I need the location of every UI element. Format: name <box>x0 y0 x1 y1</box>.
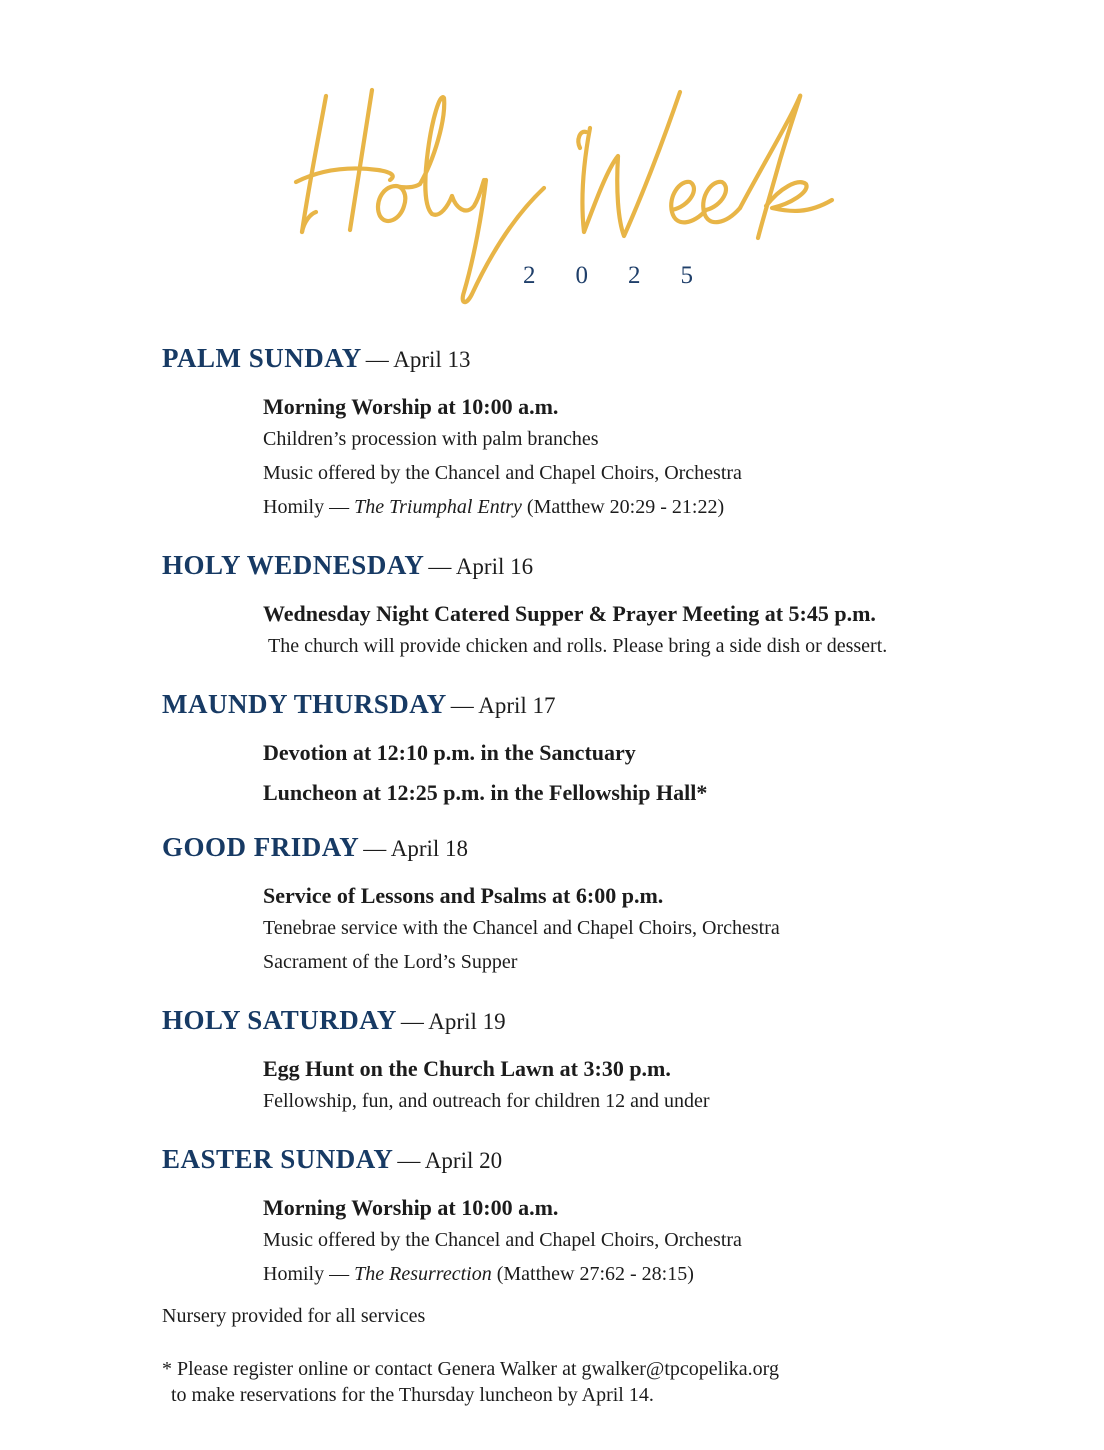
day-name: HOLY SATURDAY <box>162 1005 397 1035</box>
event-list <box>263 1195 1042 1291</box>
registration-line: to make reservations for the Thursday luncheon by April 14. <box>171 1384 654 1406</box>
homily-prefix: Homily — <box>263 1263 355 1285</box>
day-date: — April 20 <box>397 1148 503 1173</box>
event-list <box>263 883 1042 979</box>
nursery-note: Nursery provided for all services <box>162 1305 426 1327</box>
homily-line <box>263 1257 1042 1291</box>
day-heading <box>162 832 1042 867</box>
event-list <box>263 394 1042 524</box>
event-list <box>263 740 1042 806</box>
event-description: Music offered by the Chancel and Chapel Choirs, Orchestra <box>263 462 742 484</box>
event-description: Children’s procession with palm branches <box>263 428 599 450</box>
day-name: MAUNDY THURSDAY <box>162 689 447 719</box>
event-description: Tenebrae service with the Chancel and Chapel Choirs, Orchestra <box>263 917 780 939</box>
day-section-palm-sunday <box>162 343 1042 524</box>
day-name: HOLY WEDNESDAY <box>162 550 425 580</box>
header <box>0 0 1104 330</box>
event-list <box>263 601 1042 663</box>
homily-title: The Resurrection <box>354 1263 492 1285</box>
homily-prefix: Homily — <box>263 496 355 518</box>
day-date: — April 18 <box>363 836 469 861</box>
registration-line: * Please register online or contact Genera Walker at gwalker@tpcopelika.org <box>162 1358 779 1380</box>
event-description: Fellowship, fun, and outreach for children 12 and under <box>263 1090 710 1112</box>
day-name: PALM SUNDAY <box>162 343 362 373</box>
day-date: — April 13 <box>365 347 471 372</box>
day-section-holy-wednesday <box>162 550 1042 663</box>
event-title: Egg Hunt on the Church Lawn at 3:30 p.m. <box>263 1056 671 1081</box>
event-title: Luncheon at 12:25 p.m. in the Fellowship Hall* <box>263 780 708 805</box>
year-digit: 2 <box>628 262 681 289</box>
event-list <box>263 1056 1042 1118</box>
year <box>523 262 733 290</box>
event-title: Morning Worship at 10:00 a.m. <box>263 394 559 419</box>
registration-note <box>162 1356 779 1408</box>
day-date: — April 19 <box>400 1009 506 1034</box>
day-section-holy-saturday <box>162 1005 1042 1118</box>
event-description: Music offered by the Chancel and Chapel Choirs, Orchestra <box>263 1229 742 1251</box>
homily-line <box>263 490 1042 524</box>
day-name: EASTER SUNDAY <box>162 1144 394 1174</box>
day-heading <box>162 689 1042 724</box>
day-section-good-friday <box>162 832 1042 979</box>
event-description: Sacrament of the Lord’s Supper <box>263 951 518 973</box>
day-heading <box>162 343 1042 378</box>
day-section-maundy-thursday <box>162 689 1042 806</box>
year-digit: 5 <box>680 262 733 289</box>
homily-reference: (Matthew 27:62 - 28:15) <box>491 1263 694 1285</box>
event-description: The church will provide chicken and rolls. Please bring a side dish or dessert. <box>268 635 888 657</box>
day-heading <box>162 550 1042 585</box>
year-digit: 0 <box>575 262 628 289</box>
day-name: GOOD FRIDAY <box>162 832 360 862</box>
event-title: Devotion at 12:10 p.m. in the Sanctuary <box>263 740 636 765</box>
day-section-easter-sunday <box>162 1144 1042 1291</box>
event-title: Wednesday Night Catered Supper & Prayer Meeting at 5:45 p.m. <box>263 601 876 626</box>
day-heading <box>162 1144 1042 1179</box>
homily-title: The Triumphal Entry <box>354 496 522 518</box>
homily-reference: (Matthew 20:29 - 21:22) <box>521 496 725 518</box>
day-date: — April 16 <box>428 554 534 579</box>
event-title: Morning Worship at 10:00 a.m. <box>263 1195 559 1220</box>
day-heading <box>162 1005 1042 1040</box>
event-title: Service of Lessons and Psalms at 6:00 p.m. <box>263 883 664 908</box>
year-digit: 2 <box>523 262 576 289</box>
day-date: — April 17 <box>450 693 556 718</box>
